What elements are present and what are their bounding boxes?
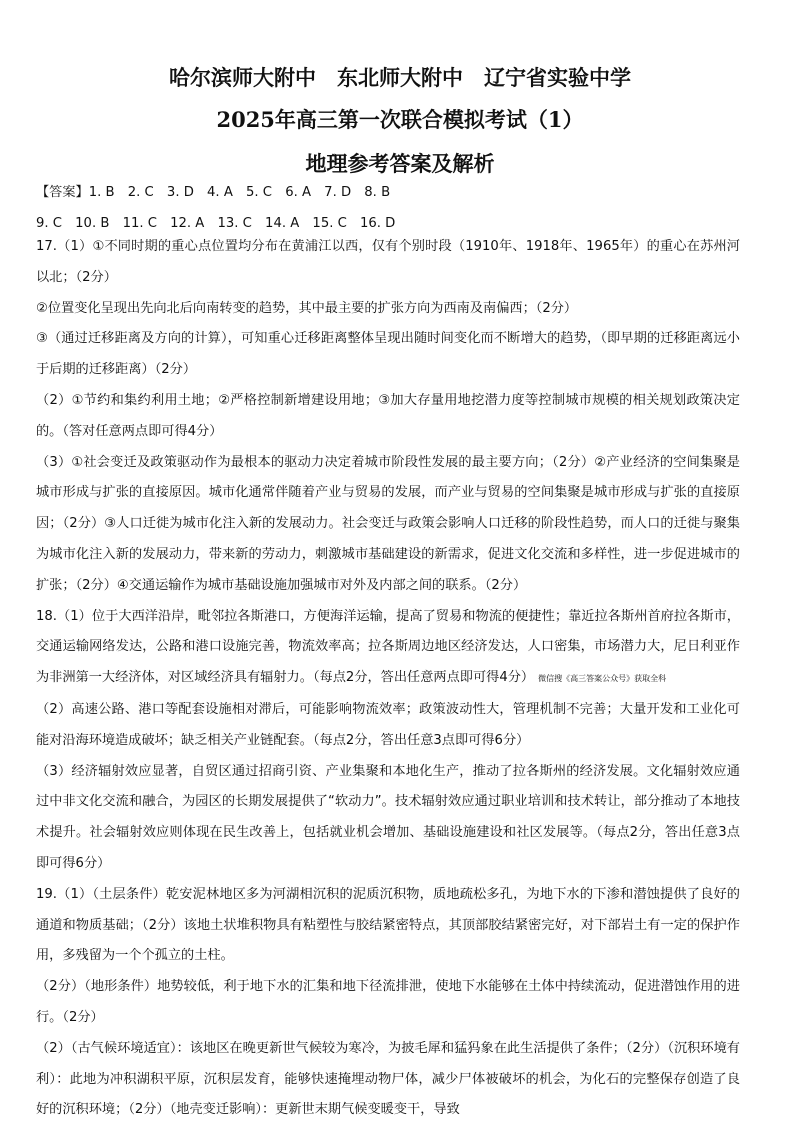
q17-part1-point2: ②位置变化呈现出先向北后向南转变的趋势，其中最主要的扩张方向为西南及南偏西；（2分） <box>36 300 578 316</box>
q18-part3: （3）经济辐射效应显著，自贸区通过招商引资、产业集聚和本地化生产，推动了拉各斯州的经济发展。文化辐射效应通过中非文化交流和融合，为园区的长期发展提供了“软动力”。技术辐射效应通过职业培训和技术转让，部分推动了本地技术提升。社会辐射效应则体现在民生改善上，包括就业机会增加、基础设施建设和社区发展等。（每点2分，答出任意3点即可得6分） <box>36 763 740 871</box>
explanations-body <box>36 232 740 1126</box>
exam-title-heading: 2025年高三第一次联合模拟考试（1） <box>216 107 584 132</box>
q19-part1-soil: 19.（1）（土层条件）乾安泥林地区多为河湖相沉积的泥质沉积物，质地疏松多孔，为地下水的下渗和潜蚀提供了良好的通道和物质基础；（2分）该地土状堆积物具有粘塑性与胶结紧密特点，其顶部胶结紧密完好，对下部岩土有一定的保护作用，多残留为一个个孤立的土柱。 <box>36 886 740 964</box>
q19-part2: （2）（古气候环境适宜）：该地区在晚更新世气候较为寒冷，为披毛犀和猛犸象在此生活提供了条件；（2分）（沉积环境有利）：此地为冲积湖积平原，沉积层发育，能够快速掩埋动物尸体，减少尸体被破坏的机会，为化石的完整保存创造了良好的沉积环境；（2分）（地壳变迁影响）：更新世末期气候变暖变干，导致 <box>36 1040 740 1118</box>
multiple-choice-answers <box>36 178 740 240</box>
q17-part1-point1: 17.（1）①不同时期的重心点位置均分布在黄浦江以西，仅有个别时段（1910年、1918年、1965年）的重心在苏州河以北；（2分） <box>36 239 740 285</box>
q18-part1 <box>36 602 740 695</box>
answer-key-subtitle: 地理参考答案及解析 <box>305 151 495 176</box>
wechat-note: 微信搜《高三答案公众号》获取全科 <box>538 674 667 684</box>
q19-part1-terrain: （2分）（地形条件）地势较低，利于地下水的汇集和地下径流排泄，使地下水能够在土体中持续流动，促进潜蚀作用的进行。（2分） <box>36 979 740 1025</box>
q18-part2: （2）高速公路、港口等配套设施相对滞后，可能影响物流效率；政策波动性大，管理机制不完善；大量开发和工业化可能对沿海环境造成破坏；缺乏相关产业链配套。（每点2分，答出任意3点即可得6分） <box>36 701 740 748</box>
school-names-heading: 哈尔滨师大附中 东北师大附中 辽宁省实验中学 <box>169 65 631 90</box>
q18-part1-text: 18.（1）位于大西洋沿岸，毗邻拉各斯港口，方便海洋运输，提高了贸易和物流的便捷性；靠近拉各斯州首府拉各斯市，交通运输网络发达，公路和港口设施完善，物流效率高；拉各斯周边地区经济发达，人口密集，市场潜力大，尼日利亚作为非洲第一大经济体，对区域经济具有辐射力。（每点2分，答出任意两点即可得4分） <box>36 608 740 686</box>
answers-line-1: 【答案】1. B 2. C 3. D 4. A 5. C 6. A 7. D 8. B <box>36 185 391 200</box>
q17-part2: （2）①节约和集约利用土地；②严格控制新增建设用地；③加大存量用地挖潜力度等控制城市规模的相关规划政策决定的。（答对任意两点即可得4分） <box>36 392 740 439</box>
answers-line-2: 9. C 10. B 11. C 12. A 13. C 14. A 15. C 16. D <box>36 215 396 231</box>
q17-part1-point3: ③（通过迁移距离及方向的计算），可知重心迁移距离整体呈现出随时间变化而不断增大的趋势，（即早期的迁移距离远小于后期的迁移距离）（2分） <box>36 331 740 378</box>
q17-part3: （3）①社会变迁及政策驱动作为最根本的驱动力决定着城市阶段性发展的最主要方向；（2分）②产业经济的空间集聚是城市形成与扩张的直接原因。城市化通常伴随着产业与贸易的发展，而产业与贸易的空间集聚是城市形成与扩张的直接原因；（2分）③人口迁徙为城市化注入新的发展动力。社会变迁与政策会影响人口迁移的阶段性趋势，而人口的迁徙与聚集为城市化注入新的发展动力，带来新的劳动力，刺激城市基础建设的新需求，促进文化交流和多样性，进一步促进城市的扩张；（2分）④交通运输作为城市基础设施加强城市对外及内部之间的联系。（2分） <box>36 454 740 593</box>
